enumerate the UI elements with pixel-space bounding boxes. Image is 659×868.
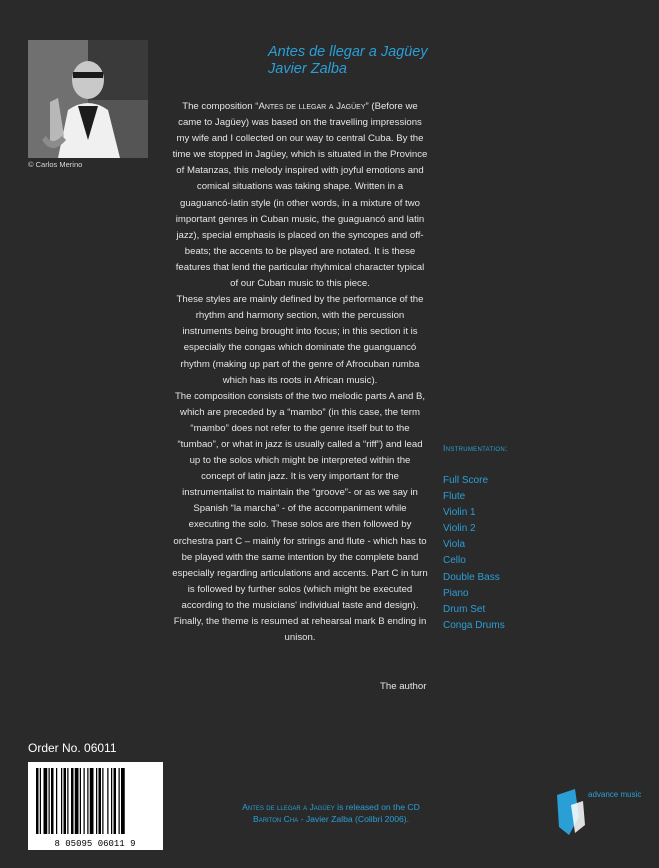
list-item: Conga Drums <box>443 619 505 631</box>
composer-name: Javier Zalba <box>268 61 347 77</box>
photo-credit: © Carlos Merino <box>28 160 83 169</box>
paragraph-3: The composition consists of the two melodic parts A and B, which are preceded by a “mambo” (in this case, the term “mambo” does not refer to the genre itself but to the “tumbao”, or what in jazz is usually called a “riff”) and lead up to the solos which might be interpreted within the concept of latin jazz. It is very important for the instrumentalist to maintain the “groove”- or as we say in Spanish “la marcha” - of the accompaniment while executing the solo. These solos are then followed by orchestra part C – mainly for strings and flute - which has to be played with the same intention by the complete band especially regarding articulations and accents. Part C in turn is followed by further solos (which might be executed according to the musicians' individual taste and design). Finally, the theme is resumed at rehearsal mark B ending in unison. <box>172 390 428 644</box>
barcode-bar <box>51 768 54 834</box>
logo-text: advance music <box>588 790 642 799</box>
paragraph-2: These styles are mainly defined by the performance of the rhythm and harmony section, with the percussion instruments being brought into focus; in this section it is especially the congas which dominate the guanguancó rhythm (making up part of the genre of Afrocuban rumba which has its roots in African music). <box>176 294 424 386</box>
paragraph-1 <box>172 99 428 292</box>
saxophonist-image <box>28 40 148 158</box>
cd-note-title: Antes de llegar a Jagüey <box>242 802 335 812</box>
barcode-bar <box>114 768 117 834</box>
instrumentation-heading: Instrumentation: <box>443 443 508 453</box>
barcode-bar <box>75 768 79 834</box>
description-text <box>172 99 428 646</box>
list-item: Piano <box>443 587 469 599</box>
author-photo <box>28 40 148 158</box>
title-block <box>268 44 468 78</box>
barcode-graphic <box>28 762 163 850</box>
cd-note-album: Bariton Cha <box>252 814 299 824</box>
list-item: Violin 1 <box>443 507 476 519</box>
cd-note-line-2 <box>200 813 462 825</box>
list-item: Double Bass <box>443 571 500 583</box>
barcode-bar <box>87 768 88 834</box>
list-item: Violin 2 <box>443 523 476 535</box>
order-number: Order No. 06011 <box>28 741 117 755</box>
barcode-bar <box>84 768 85 834</box>
cd-note-text1: is released on the CD <box>334 802 420 812</box>
barcode-bar <box>67 768 68 834</box>
barcode-bar <box>121 768 125 834</box>
author-signature: The author <box>380 681 427 692</box>
list-item: Cello <box>443 555 466 567</box>
barcode-bar <box>96 768 97 834</box>
barcode-bar <box>119 768 120 834</box>
cd-note-text2: - Javier Zalba (Colibri 2006). <box>298 814 410 824</box>
barcode-bar <box>61 768 62 834</box>
barcode-bar <box>111 768 112 834</box>
barcode-bar <box>40 768 41 834</box>
cd-note-line-1 <box>200 801 462 813</box>
p1-lead: The composition “ <box>182 101 259 112</box>
barcode-bar <box>64 768 67 834</box>
barcode-bar <box>80 768 81 834</box>
barcode-bar <box>49 768 50 834</box>
p1-rest: ” (Before we came to Jagüey) was based on the travelling impressions my wife and I collected on our way to central Cuba. By the time we stopped in Jagüey, which is situated in the Province of Matanzas, this melody inspired with joyful emotions and comical situations was taking shape. Written in a guaguancó-latin style (in other words, in a mixture of two important genres in Cuban music, the guaguancó and latin jazz), special emphasis is placed on the syncopes and off-beats; the accents to be played are notated. It is these features that lend the particular rhyhmical character typical of our Cuban music to this piece. <box>172 101 428 290</box>
list-item: Viola <box>443 539 466 551</box>
barcode-bar <box>44 768 48 834</box>
composition-title: Antes de llegar a Jagüey <box>268 44 428 60</box>
barcode-bar <box>99 768 102 834</box>
barcode-digits: 8 05095 06011 9 <box>54 839 136 849</box>
cd-release-note <box>200 801 462 825</box>
barcode-bar <box>107 768 108 834</box>
barcode-bar <box>56 768 57 834</box>
barcode-bar <box>71 768 74 834</box>
barcode-bar <box>36 768 39 834</box>
barcode-bar <box>102 768 103 834</box>
list-item: Flute <box>443 491 466 503</box>
p1-title: Antes de llegar a Jagüey <box>258 101 366 112</box>
list-item: Full Score <box>443 475 489 486</box>
list-item: Drum Set <box>443 603 486 615</box>
instrumentation-list <box>443 473 505 634</box>
barcode <box>28 762 163 850</box>
barcode-bar <box>90 768 94 834</box>
